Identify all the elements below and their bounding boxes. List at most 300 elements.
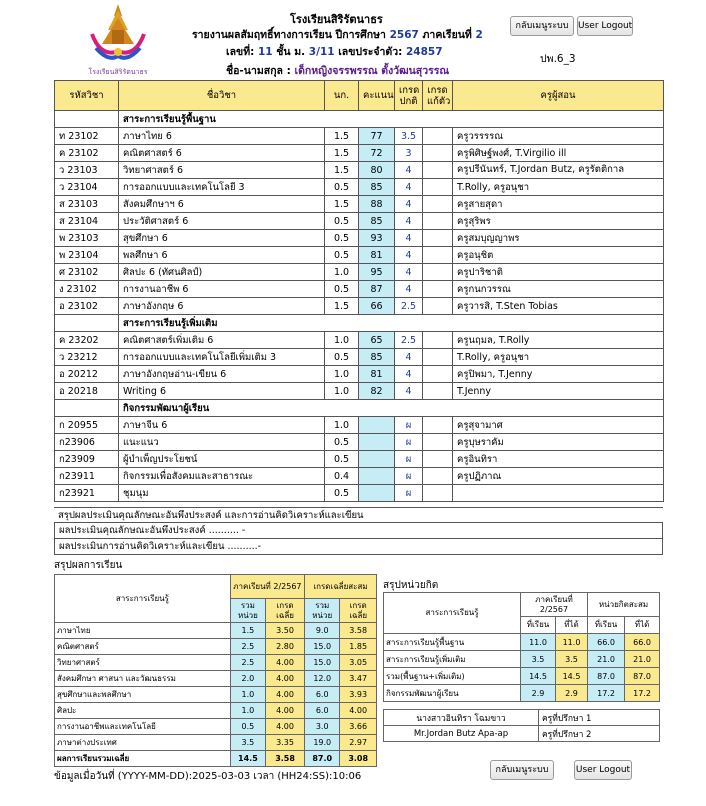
- subject-credit: 0.5: [325, 451, 359, 468]
- subject-teacher: ครูวารสิ, T.Sten Tobias: [453, 298, 664, 315]
- units-cum-earned: 21.0: [625, 651, 660, 668]
- grades-table: [54, 80, 664, 502]
- units-subject: สาระการเรียนรู้พื้นฐาน: [384, 634, 521, 651]
- advisor-role: ครูที่ปรึกษา 2: [539, 726, 660, 742]
- subject-grade: 4: [395, 230, 423, 247]
- subject-grade-alt: [423, 281, 453, 298]
- summary-cum-gpa: 3.58: [340, 623, 377, 639]
- col-grade-header: เกรด ปกติ: [395, 81, 423, 111]
- subject-teacher: [453, 485, 664, 502]
- subject-code: อ 20212: [55, 366, 119, 383]
- subject-grade-alt: [423, 298, 453, 315]
- subject-grade-alt: [423, 196, 453, 213]
- subject-grade: 4: [395, 213, 423, 230]
- subject-grade-alt: [423, 468, 453, 485]
- subject-grade-alt: [423, 349, 453, 366]
- subject-score: [359, 434, 395, 451]
- subject-teacher: ครูบุษราคัม: [453, 434, 664, 451]
- subject-row: [55, 264, 664, 281]
- group-spacer: [55, 315, 119, 332]
- subject-grade: 3.5: [395, 128, 423, 145]
- summary-header-row: [55, 575, 377, 599]
- subject-credit: 0.5: [325, 247, 359, 264]
- subject-score: 80: [359, 162, 395, 179]
- summary-cum-units: 12.0: [305, 671, 340, 687]
- subject-teacher: ครูอนุชิต: [453, 247, 664, 264]
- subject-credit: 1.5: [325, 145, 359, 162]
- subject-score: 65: [359, 332, 395, 349]
- subject-row: [55, 230, 664, 247]
- evaluation-notes: [54, 507, 663, 555]
- subject-name: การออกแบบและเทคโนโลยี 3: [119, 179, 325, 196]
- subject-credit: 0.5: [325, 281, 359, 298]
- summary-cum-gpa: 1.85: [340, 639, 377, 655]
- units-sem-enrolled: 3.5: [521, 651, 556, 668]
- units-subject: รวม(พื้นฐาน+เพิ่มเติม): [384, 668, 521, 685]
- subject-grade: ผ: [395, 468, 423, 485]
- summary-subject: วิทยาศาสตร์: [55, 655, 231, 671]
- col-grade-alt-header: เกรด แก้ตัว: [423, 81, 453, 111]
- subject-code: ว 23212: [55, 349, 119, 366]
- col-teacher-header: ครูผู้สอน: [453, 81, 664, 111]
- subject-credit: 0.5: [325, 179, 359, 196]
- subject-score: 95: [359, 264, 395, 281]
- subject-grade: 4: [395, 383, 423, 400]
- summary-sem-units: 2.5: [230, 655, 265, 671]
- units-cum-enrolled: 21.0: [588, 651, 625, 668]
- time-label: เวลา (HH24:SS):: [253, 771, 333, 782]
- subject-credit: 1.0: [325, 366, 359, 383]
- units-cum-earned: 66.0: [625, 634, 660, 651]
- subject-grade-alt: [423, 485, 453, 502]
- subject-score: [359, 451, 395, 468]
- summary-cum-units: 15.0: [305, 655, 340, 671]
- subject-teacher: T.Jenny: [453, 383, 664, 400]
- subject-teacher: ครูปรีนันทร์, T.Jordan Butz, ครูรัตติกาล: [453, 162, 664, 179]
- summary-title: สรุปผลการเรียน: [54, 560, 123, 571]
- subject-grade-alt: [423, 332, 453, 349]
- subject-code: ก23921: [55, 485, 119, 502]
- units-subject: สาระการเรียนรู้เพิ่มเติม: [384, 651, 521, 668]
- units-cum-enrolled: 17.2: [588, 685, 625, 702]
- summary-cum-gpa: 3.93: [340, 687, 377, 703]
- summary-subject: คณิตศาสตร์: [55, 639, 231, 655]
- summary-sem-units: 3.5: [230, 735, 265, 751]
- subject-credit: 0.5: [325, 434, 359, 451]
- desired-traits-result: ผลประเมินคุณลักษณะอันพึงประสงค์ .......... -: [54, 523, 663, 539]
- summary-sem-gpa: 4.00: [266, 687, 305, 703]
- summary-total-cum-gpa: 3.08: [340, 751, 377, 767]
- subject-name: ประวัติศาสตร์ 6: [119, 213, 325, 230]
- subject-grade-alt: [423, 179, 453, 196]
- units-row: [384, 634, 660, 651]
- summary-cum-gpa-header: เกรด เฉลี่ย: [340, 599, 377, 623]
- subject-credit: 1.0: [325, 264, 359, 281]
- school-logo: [86, 4, 150, 76]
- units-subject: กิจกรรมพัฒนาผู้เรียน: [384, 685, 521, 702]
- units-row: [384, 651, 660, 668]
- col-name-header: ชื่อวิชา: [119, 81, 325, 111]
- summary-col-semester: ภาคเรียนที่ 2/2567: [230, 575, 304, 599]
- subject-row: [55, 162, 664, 179]
- summary-sem-units: 0.5: [230, 719, 265, 735]
- subject-row: [55, 281, 664, 298]
- subject-grade: ผ: [395, 417, 423, 434]
- subject-grade: 2.5: [395, 298, 423, 315]
- report-title: [192, 26, 483, 43]
- subject-code: ก23911: [55, 468, 119, 485]
- col-score-header: คะแนน: [359, 81, 395, 111]
- summary-col-subject: สาระการเรียนรู้: [55, 575, 231, 623]
- summary-table: [54, 574, 377, 767]
- subject-code: ก23906: [55, 434, 119, 451]
- group-additional: [55, 315, 664, 332]
- units-cum-enrolled: 66.0: [588, 634, 625, 651]
- summary-total-row: [55, 751, 377, 767]
- subject-name: ภาษาจีน 6: [119, 417, 325, 434]
- subject-grade: 4: [395, 264, 423, 281]
- subject-row: [55, 349, 664, 366]
- subject-credit: 1.0: [325, 417, 359, 434]
- subject-teacher: ครูสมบุญญาพร: [453, 230, 664, 247]
- subject-row: [55, 213, 664, 230]
- subject-credit: 0.5: [325, 485, 359, 502]
- subject-score: 72: [359, 145, 395, 162]
- subject-teacher: ครูสุริพร: [453, 213, 664, 230]
- subject-grade: 4: [395, 366, 423, 383]
- subject-grade-alt: [423, 162, 453, 179]
- summary-cum-gpa: 3.05: [340, 655, 377, 671]
- subject-credit: 1.5: [325, 128, 359, 145]
- group-title: สาระการเรียนรู้พื้นฐาน: [119, 111, 664, 128]
- units-sem-earned: 14.5: [556, 668, 588, 685]
- advisor-name: Mr.Jordan Butz Apa-ap: [384, 726, 539, 742]
- summary-cum-gpa: 3.47: [340, 671, 377, 687]
- subject-grade: ผ: [395, 485, 423, 502]
- group-activities: [55, 400, 664, 417]
- summary-row: [55, 639, 377, 655]
- date-value: 2025-03-03: [192, 771, 251, 782]
- summary-row: [55, 687, 377, 703]
- subject-grade: 4: [395, 179, 423, 196]
- summary-row: [55, 719, 377, 735]
- subject-code: ศ 23102: [55, 264, 119, 281]
- subject-grade-alt: [423, 213, 453, 230]
- units-col-cumulative: หน่วยกิตสะสม: [588, 593, 660, 617]
- student-id-value: 24857: [405, 46, 443, 58]
- summary-cum-gpa: 3.66: [340, 719, 377, 735]
- subject-teacher: ครูปิพมา, T.Jenny: [453, 366, 664, 383]
- advisors-table: [383, 709, 660, 742]
- summary-subject: สุขศึกษาและพลศึกษา: [55, 687, 231, 703]
- subject-score: 85: [359, 213, 395, 230]
- subject-row: [55, 247, 664, 264]
- units-title: สรุปหน่วยกิต: [383, 580, 439, 591]
- units-cum-earned: 87.0: [625, 668, 660, 685]
- subject-grade: 2.5: [395, 332, 423, 349]
- units-sem-earned-header: ที่ได้: [556, 617, 588, 634]
- subject-credit: 1.5: [325, 196, 359, 213]
- summary-sem-gpa: 4.00: [266, 671, 305, 687]
- number-value: 11: [257, 46, 273, 58]
- summary-cum-units: 15.0: [305, 639, 340, 655]
- back-to-menu-button-bottom[interactable]: กลับเมนูระบบ: [490, 760, 554, 780]
- subject-score: 77: [359, 128, 395, 145]
- summary-sem-units: 2.5: [230, 639, 265, 655]
- date-label: ข้อมูลเมื่อวันที่ (YYYY-MM-DD):: [54, 771, 193, 782]
- subject-name: สุขศึกษา 6: [119, 230, 325, 247]
- summary-subject: ภาษาไทย: [55, 623, 231, 639]
- logout-button[interactable]: User Logout: [577, 16, 633, 36]
- subject-row: [55, 332, 664, 349]
- subject-grade-alt: [423, 383, 453, 400]
- summary-sem-gpa-header: เกรด เฉลี่ย: [266, 599, 305, 623]
- summary-row: [55, 655, 377, 671]
- subject-score: [359, 485, 395, 502]
- subject-grade: 4: [395, 247, 423, 264]
- summary-sem-gpa: 3.50: [266, 623, 305, 639]
- summary-subject: สังคมศึกษา ศาสนา และวัฒนธรรม: [55, 671, 231, 687]
- group-basic: [55, 111, 664, 128]
- class-label: ชั้น ม.: [276, 46, 306, 58]
- summary-sem-units-header: รวม หน่วย: [230, 599, 265, 623]
- subject-teacher: ครูสุจามาศ: [453, 417, 664, 434]
- summary-sem-gpa: 4.00: [266, 719, 305, 735]
- subject-score: 93: [359, 230, 395, 247]
- units-sem-enrolled: 14.5: [521, 668, 556, 685]
- summary-sem-gpa: 3.35: [266, 735, 305, 751]
- subject-code: ง 23102: [55, 281, 119, 298]
- subject-score: 81: [359, 247, 395, 264]
- subject-name: พลศึกษา 6: [119, 247, 325, 264]
- summary-subject: การงานอาชีพและเทคโนโลยี: [55, 719, 231, 735]
- subject-row: [55, 196, 664, 213]
- subject-teacher: T.Rolly, ครูอนุชา: [453, 179, 664, 196]
- subject-teacher: ครูอินทิรา: [453, 451, 664, 468]
- subject-code: ค 23102: [55, 145, 119, 162]
- subject-teacher: T.Rolly, ครูอนุชา: [453, 349, 664, 366]
- summary-sem-units: 1.5: [230, 623, 265, 639]
- units-sem-earned: 11.0: [556, 634, 588, 651]
- units-row: [384, 685, 660, 702]
- units-cum-enrolled: 87.0: [588, 668, 625, 685]
- subject-code: ค 23202: [55, 332, 119, 349]
- subject-code: ก23909: [55, 451, 119, 468]
- subject-code: อ 20218: [55, 383, 119, 400]
- data-timestamp: [54, 769, 361, 784]
- subject-grade: 3: [395, 145, 423, 162]
- subject-name: การงานอาชีพ 6: [119, 281, 325, 298]
- subject-score: 85: [359, 179, 395, 196]
- semester-label: ภาคเรียนที่: [422, 29, 472, 41]
- summary-total-sem-gpa: 3.58: [266, 751, 305, 767]
- subject-name: ศิลปะ 6 (ทัศนศิลป์): [119, 264, 325, 281]
- subject-teacher: ครูปฏิภาณ: [453, 468, 664, 485]
- subject-row: [55, 366, 664, 383]
- subject-score: 87: [359, 281, 395, 298]
- group-title: กิจกรรมพัฒนาผู้เรียน: [119, 400, 664, 417]
- subject-row: [55, 417, 664, 434]
- subject-row: [55, 128, 664, 145]
- units-sem-earned: 2.9: [556, 685, 588, 702]
- number-label: เลขที่:: [226, 46, 255, 58]
- subject-score: 85: [359, 349, 395, 366]
- units-cum-earned-header: ที่ได้: [625, 617, 660, 634]
- subject-row: [55, 383, 664, 400]
- group-spacer: [55, 111, 119, 128]
- subject-code: ว 23104: [55, 179, 119, 196]
- advisor-row: [384, 710, 660, 726]
- subject-score: 82: [359, 383, 395, 400]
- summary-total-sem-units: 14.5: [230, 751, 265, 767]
- subject-score: 66: [359, 298, 395, 315]
- subject-grade-alt: [423, 366, 453, 383]
- units-col-semester: ภาคเรียนที่ 2/2567: [521, 593, 588, 617]
- advisor-role: ครูที่ปรึกษา 1: [539, 710, 660, 726]
- report-title-text: รายงานผลสัมฤทธิ์ทางการเรียน ปีการศึกษา: [192, 29, 386, 41]
- summary-row: [55, 623, 377, 639]
- subject-code: ว 23103: [55, 162, 119, 179]
- summary-row: [55, 703, 377, 719]
- subject-credit: 1.0: [325, 383, 359, 400]
- class-value: 3/11: [308, 46, 335, 58]
- subject-grade: 4: [395, 349, 423, 366]
- subject-code: พ 23104: [55, 247, 119, 264]
- subject-score: [359, 468, 395, 485]
- school-emblem-icon: [86, 4, 150, 62]
- back-to-menu-button[interactable]: กลับเมนูระบบ: [510, 16, 574, 36]
- name-label: ชื่อ-นามสกุล :: [226, 65, 291, 77]
- subject-teacher: ครูวรรรรณ: [453, 128, 664, 145]
- summary-col-cumulative: เกรดเฉลี่ยสะสม: [305, 575, 377, 599]
- academic-year: 2567: [389, 29, 419, 41]
- units-sem-earned: 3.5: [556, 651, 588, 668]
- units-col-subject: สาระการเรียนรู้: [384, 593, 521, 634]
- units-table: [383, 592, 660, 702]
- evaluation-summary-title: สรุปผลประเมินคุณลักษณะอันพึงประสงค์ และการอ่านคิดวิเคราะห์และเขียน: [54, 507, 663, 523]
- subject-row: [55, 451, 664, 468]
- subject-grade-alt: [423, 434, 453, 451]
- subject-grade: 4: [395, 162, 423, 179]
- summary-cum-gpa: 2.97: [340, 735, 377, 751]
- units-header-row: [384, 593, 660, 617]
- subject-grade: ผ: [395, 434, 423, 451]
- student-info-line: [226, 43, 443, 60]
- logout-button-bottom[interactable]: User Logout: [574, 760, 632, 780]
- subject-name: คณิตศาสตร์เพิ่มเติม 6: [119, 332, 325, 349]
- units-row: [384, 668, 660, 685]
- subject-grade: 4: [395, 281, 423, 298]
- subject-grade-alt: [423, 451, 453, 468]
- subject-credit: 0.4: [325, 468, 359, 485]
- subject-grade-alt: [423, 247, 453, 264]
- subject-row: [55, 145, 664, 162]
- subject-name: วิทยาศาสตร์ 6: [119, 162, 325, 179]
- school-name: โรงเรียนสิริรัตนาธร: [290, 13, 383, 26]
- subject-grade-alt: [423, 417, 453, 434]
- time-value: 10:06: [332, 771, 362, 782]
- advisor-row: [384, 726, 660, 742]
- subject-name: สังคมศึกษาฯ 6: [119, 196, 325, 213]
- subject-grade-alt: [423, 128, 453, 145]
- subject-grade: 4: [395, 196, 423, 213]
- semester-value: 2: [475, 29, 483, 41]
- summary-subject: ภาษาต่างประเทศ: [55, 735, 231, 751]
- summary-cum-units: 9.0: [305, 623, 340, 639]
- subject-code: อ 23102: [55, 298, 119, 315]
- subject-row: [55, 298, 664, 315]
- units-sem-enrolled: 11.0: [521, 634, 556, 651]
- summary-cum-gpa: 4.00: [340, 703, 377, 719]
- subject-credit: 0.5: [325, 213, 359, 230]
- subject-grade-alt: [423, 264, 453, 281]
- subject-row: [55, 434, 664, 451]
- summary-subject: ศิลปะ: [55, 703, 231, 719]
- subject-teacher: ครูปาริชาติ: [453, 264, 664, 281]
- subject-name: ผู้บำเพ็ญประโยชน์: [119, 451, 325, 468]
- subject-grade: ผ: [395, 451, 423, 468]
- subject-grade-alt: [423, 145, 453, 162]
- summary-sem-units: 2.0: [230, 671, 265, 687]
- subject-code: พ 23103: [55, 230, 119, 247]
- subject-row: [55, 179, 664, 196]
- summary-total-cum-units: 87.0: [305, 751, 340, 767]
- col-credit-header: นก.: [325, 81, 359, 111]
- subject-code: ส 23103: [55, 196, 119, 213]
- group-spacer: [55, 400, 119, 417]
- subject-credit: 1.5: [325, 298, 359, 315]
- summary-row: [55, 735, 377, 751]
- subject-name: ภาษาไทย 6: [119, 128, 325, 145]
- advisor-name: นางสาวอินทิรา โฉมขาว: [384, 710, 539, 726]
- summary-cum-units: 6.0: [305, 687, 340, 703]
- summary-sem-gpa: 4.00: [266, 703, 305, 719]
- subject-name: ชุมนุม: [119, 485, 325, 502]
- subject-credit: 0.5: [325, 230, 359, 247]
- table-header-row: [55, 81, 664, 111]
- subject-code: ท 23102: [55, 128, 119, 145]
- summary-row: [55, 671, 377, 687]
- subject-credit: 0.5: [325, 349, 359, 366]
- subject-code: ส 23104: [55, 213, 119, 230]
- subject-name: แนะแนว: [119, 434, 325, 451]
- logo-caption: โรงเรียนสิริรัตนาธร: [88, 68, 148, 76]
- units-cum-enrolled-header: ที่เรียน: [588, 617, 625, 634]
- summary-sem-units: 1.0: [230, 687, 265, 703]
- subject-score: 88: [359, 196, 395, 213]
- summary-total-label: ผลการเรียนรวมเฉลี่ย: [55, 751, 231, 767]
- subject-teacher: ครูพิศิษฐ์พงศ์, T.Virgilio ill: [453, 145, 664, 162]
- summary-cum-units: 19.0: [305, 735, 340, 751]
- subject-score: 81: [359, 366, 395, 383]
- student-name-line: [226, 62, 449, 79]
- subject-teacher: ครูสายสุดา: [453, 196, 664, 213]
- summary-sem-gpa: 2.80: [266, 639, 305, 655]
- student-name: เด็กหญิงจรรพรรณ ตั้งวัฒนสุวรรณ: [294, 65, 450, 77]
- subject-grade-alt: [423, 230, 453, 247]
- subject-name: กิจกรรมเพื่อสังคมและสาธารณะ: [119, 468, 325, 485]
- col-code-header: รหัสวิชา: [55, 81, 119, 111]
- subject-name: คณิตศาสตร์ 6: [119, 145, 325, 162]
- subject-row: [55, 468, 664, 485]
- summary-sem-units: 1.0: [230, 703, 265, 719]
- reading-result: ผลประเมินการอ่านคิดวิเคราะห์และเขียน ..........-: [54, 539, 663, 555]
- student-id-label: เลขประจำตัว:: [338, 46, 403, 58]
- subject-code: ก 20955: [55, 417, 119, 434]
- subject-name: ภาษาอังกฤษอ่าน-เขียน 6: [119, 366, 325, 383]
- subject-name: Writing 6: [119, 383, 325, 400]
- subject-credit: 1.0: [325, 332, 359, 349]
